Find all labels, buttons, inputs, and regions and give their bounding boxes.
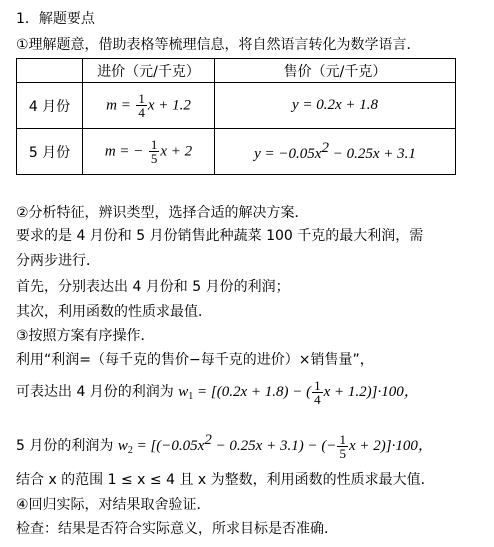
cost-fraction	[149, 138, 160, 165]
profit-may-fraction	[337, 433, 348, 460]
table-header-row	[17, 59, 456, 83]
fraction-denominator: 5	[150, 151, 158, 166]
table-row	[17, 83, 456, 129]
price-expression: y = 0.2x + 1.8	[291, 97, 379, 113]
paragraph: 结合 x 的范围 1 ≤ x ≤ 4 且 x 为整数，利用函数的性质求最大值．	[16, 472, 435, 488]
profit-april-symbol: w	[178, 384, 189, 400]
section-title: 1．解题要点	[16, 11, 95, 27]
step-2: ②分析特征，辨识类型，选择合适的解决方案．	[16, 205, 309, 221]
profit-may-expression: = [(−0.05x	[132, 438, 205, 454]
paragraph: 首先，分别表达出 4 月份和 5 月份的利润；	[16, 279, 290, 295]
profit-may-line	[16, 426, 433, 465]
profit-april-subscript: 1	[188, 391, 194, 402]
table-row	[17, 129, 456, 175]
cost-rest: x + 2	[160, 143, 193, 160]
cost-fraction	[136, 92, 147, 119]
profit-may-expression-mid: − 0.25x + 3.1) − (−	[211, 438, 337, 454]
step-3: ③按照方案有序操作．	[16, 328, 155, 344]
price-exponent: 2	[321, 140, 329, 156]
fraction-denominator: 4	[138, 105, 145, 120]
profit-may-expression-end: x + 2)]·100，	[348, 438, 433, 454]
price-expression-a: y = −0.05x	[254, 146, 322, 162]
fraction-denominator: 5	[339, 445, 346, 461]
profit-april-line	[16, 378, 419, 411]
cost-lhs: m = −	[104, 143, 144, 160]
paragraph: 利用“利润=（每千克的售价−每千克的进价）×销售量”，	[16, 352, 374, 368]
profit-may-prefix: 5 月份的利润为	[16, 438, 118, 454]
fraction-numerator: 1	[339, 431, 346, 447]
row-label-may: 5 月份	[17, 129, 83, 175]
profit-april-expression-end: x + 1.2)]·100，	[323, 384, 419, 400]
cost-april	[83, 83, 215, 129]
fraction-denominator: 4	[314, 391, 321, 407]
price-may	[215, 129, 456, 175]
fraction-numerator: 1	[150, 137, 158, 152]
paragraph: 其次，利用函数的性质求最值．	[16, 304, 212, 320]
paragraph: 要求的是 4 月份和 5 月份销售此种蔬菜 100 千克的最大利润，需	[16, 228, 424, 244]
fraction-numerator: 1	[138, 91, 145, 106]
step-4: ④回归实际，对结果取舍验证．	[16, 497, 211, 513]
cost-lhs: m =	[106, 97, 131, 114]
cost-may	[83, 129, 215, 175]
fraction-numerator: 1	[314, 377, 321, 393]
header-price: 售价（元/千克）	[215, 59, 456, 83]
profit-april-fraction	[312, 379, 323, 406]
paragraph: 分两步进行．	[16, 253, 100, 269]
price-april	[215, 83, 456, 129]
paragraph: 检查：结果是否符合实际意义，所求目标是否准确．	[16, 521, 338, 537]
profit-may-symbol: w	[117, 438, 128, 454]
price-table	[16, 58, 456, 175]
profit-may-exponent: 2	[204, 432, 212, 448]
profit-april-expression: = [(0.2x + 1.8) − (	[193, 384, 312, 400]
row-label-april: 4 月份	[17, 83, 83, 129]
header-empty	[17, 59, 83, 83]
price-expression-b: − 0.25x + 3.1	[328, 146, 416, 162]
cost-rest: x + 1.2	[147, 97, 191, 114]
profit-may-subscript: 2	[127, 445, 133, 456]
header-cost: 进价（元/千克）	[83, 59, 215, 83]
profit-april-prefix: 可表达出 4 月份的利润为	[16, 384, 179, 400]
step-1: ①理解题意，借助表格等梳理信息，将自然语言转化为数学语言．	[16, 37, 421, 53]
